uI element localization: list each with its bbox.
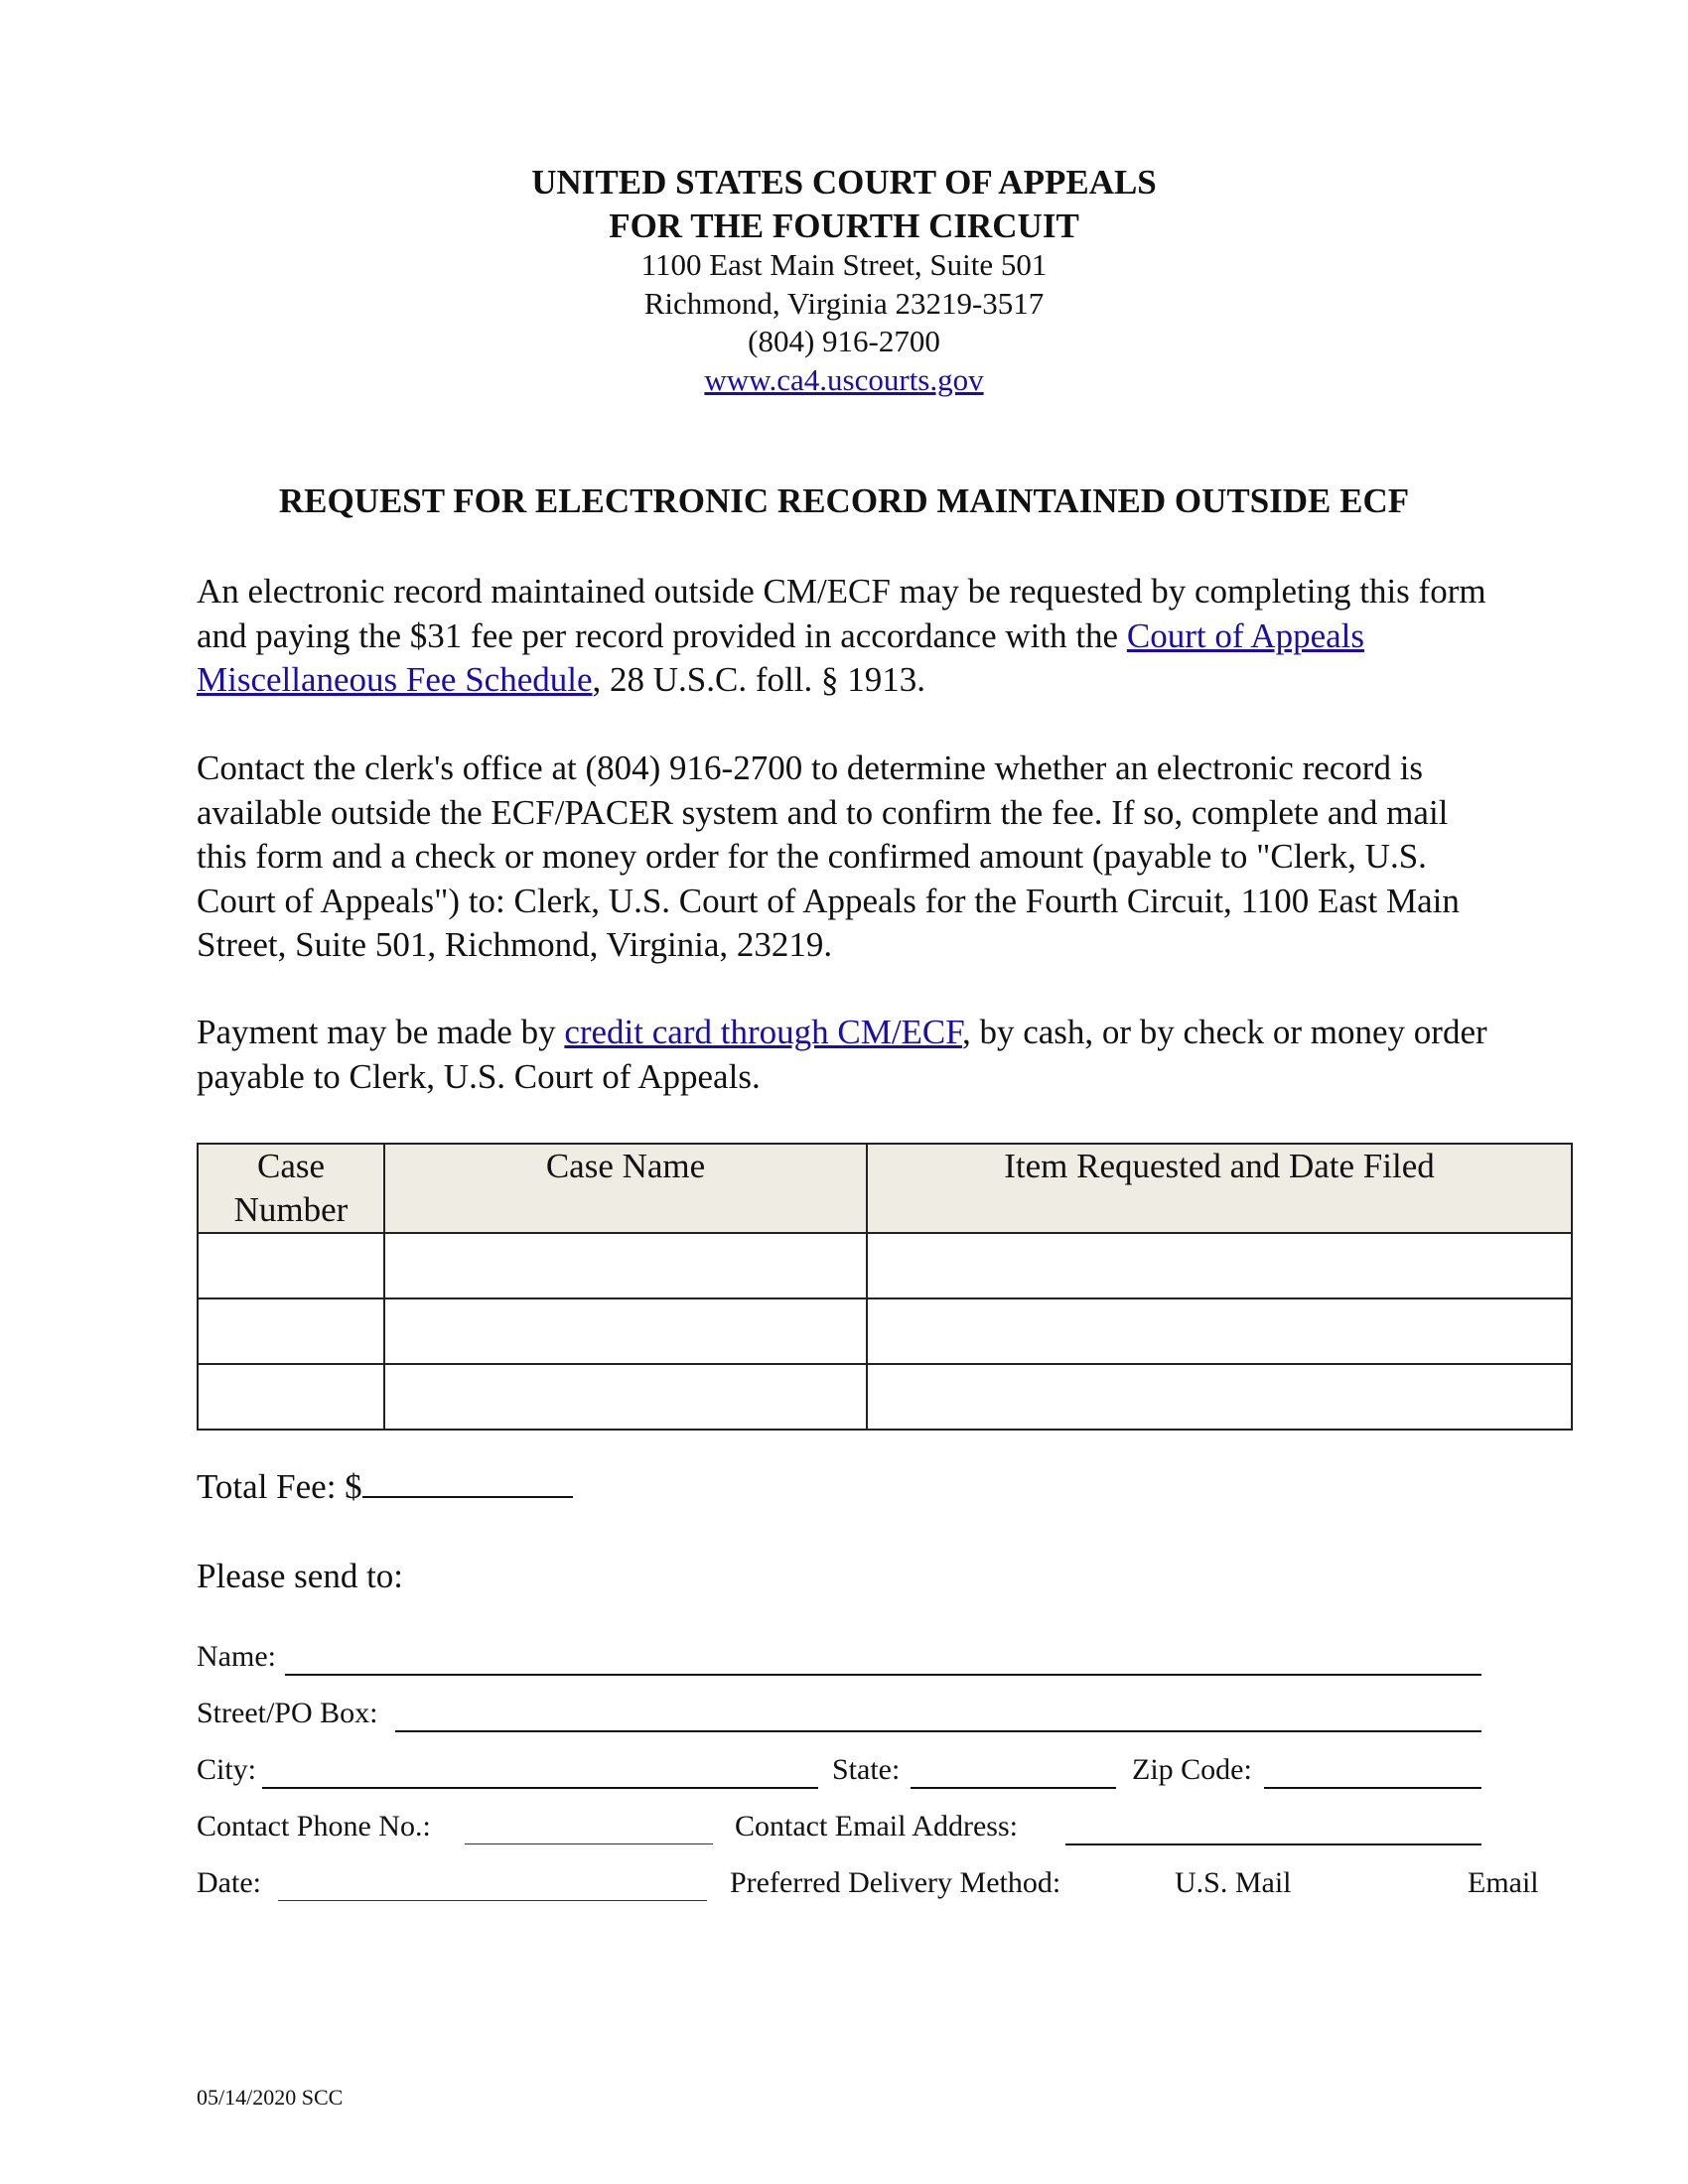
item-requested-cell[interactable] bbox=[867, 1364, 1572, 1430]
email-label: Contact Email Address: bbox=[735, 1810, 1018, 1843]
name-field[interactable] bbox=[285, 1674, 1481, 1676]
delivery-option-mail[interactable]: U.S. Mail bbox=[1175, 1866, 1292, 1899]
table-row bbox=[198, 1298, 1572, 1364]
payment-paragraph bbox=[197, 1011, 1487, 1099]
total-fee bbox=[197, 1467, 573, 1507]
state-field[interactable] bbox=[911, 1787, 1116, 1789]
payment-text-end: , by cash, or by check or money order payable to Clerk, U.S. Court of Appeals. bbox=[197, 1013, 1487, 1096]
zip-field[interactable] bbox=[1264, 1787, 1481, 1789]
court-website-link[interactable]: www.ca4.uscourts.gov bbox=[704, 362, 984, 397]
intro-text: An electronic record maintained outside CM/ECF may be requested by completing this form and paying the $31 fee per record provided in accordance with the bbox=[197, 572, 1486, 655]
fee-schedule-link[interactable]: Court of Appeals Miscellaneous Fee Schedule bbox=[197, 615, 1364, 699]
date-field[interactable] bbox=[278, 1900, 707, 1901]
table-row bbox=[198, 1233, 1572, 1298]
case-name-cell[interactable] bbox=[384, 1298, 867, 1364]
state-label: State: bbox=[832, 1753, 901, 1786]
total-fee-label: Total Fee: $ bbox=[197, 1467, 362, 1506]
payment-text: Payment may be made by bbox=[197, 1013, 565, 1051]
city-label: City: bbox=[197, 1753, 257, 1786]
delivery-method-label: Preferred Delivery Method: bbox=[730, 1866, 1061, 1899]
street-label: Street/PO Box: bbox=[197, 1697, 378, 1729]
intro-paragraph bbox=[197, 570, 1487, 703]
case-name-cell[interactable] bbox=[384, 1233, 867, 1298]
request-table bbox=[197, 1143, 1573, 1431]
case-name-cell[interactable] bbox=[384, 1364, 867, 1430]
date-label: Date: bbox=[197, 1866, 261, 1899]
item-requested-cell[interactable] bbox=[867, 1233, 1572, 1298]
city-field[interactable] bbox=[262, 1787, 818, 1789]
delivery-option-email[interactable]: Email bbox=[1468, 1866, 1539, 1899]
col-item-requested: Item Requested and Date Filed bbox=[867, 1144, 1572, 1233]
court-name-line2: FOR THE FOURTH CIRCUIT bbox=[609, 206, 1079, 245]
case-number-cell[interactable] bbox=[198, 1298, 384, 1364]
court-phone: (804) 916-2700 bbox=[748, 324, 940, 358]
table-row bbox=[198, 1364, 1572, 1430]
case-number-cell[interactable] bbox=[198, 1233, 384, 1298]
form-title: REQUEST FOR ELECTRONIC RECORD MAINTAINED OUTSIDE ECF bbox=[278, 481, 1410, 520]
item-requested-cell[interactable] bbox=[867, 1298, 1572, 1364]
street-field[interactable] bbox=[395, 1730, 1481, 1732]
zip-label: Zip Code: bbox=[1132, 1753, 1252, 1786]
send-to-label: Please send to: bbox=[197, 1557, 404, 1595]
form-revision-footer: 05/14/2020 SCC bbox=[197, 2085, 344, 2110]
table-header-row bbox=[198, 1144, 1572, 1233]
case-number-cell[interactable] bbox=[198, 1364, 384, 1430]
phone-label: Contact Phone No.: bbox=[197, 1810, 431, 1843]
phone-field[interactable] bbox=[465, 1843, 713, 1844]
contact-paragraph: Contact the clerk's office at (804) 916-2700 to determine whether an electronic record is available outside the ECF/PACER system and to confirm the fee. If so, complete and mail this form and a check or money order for the confirmed amount (payable to "Clerk, U.S. Court of Appeals") to: Clerk, U.S. Court of Appeals for the Fourth Circuit, 1100 East Main Street, Suite 501, Richmond, Virginia, 23219. bbox=[197, 749, 1460, 964]
name-label: Name: bbox=[197, 1640, 276, 1673]
credit-card-link[interactable]: credit card through CM/ECF bbox=[564, 1013, 962, 1051]
col-case-number: Case Number bbox=[198, 1144, 384, 1233]
total-fee-field[interactable] bbox=[362, 1495, 573, 1498]
email-field[interactable] bbox=[1065, 1843, 1481, 1845]
address-city: Richmond, Virginia 23219-3517 bbox=[643, 286, 1045, 321]
intro-text-end: , 28 U.S.C. foll. § 1913. bbox=[592, 660, 925, 699]
address-street: 1100 East Main Street, Suite 501 bbox=[640, 247, 1048, 282]
col-case-name: Case Name bbox=[384, 1144, 867, 1233]
court-name-line1: UNITED STATES COURT OF APPEALS bbox=[531, 163, 1157, 202]
